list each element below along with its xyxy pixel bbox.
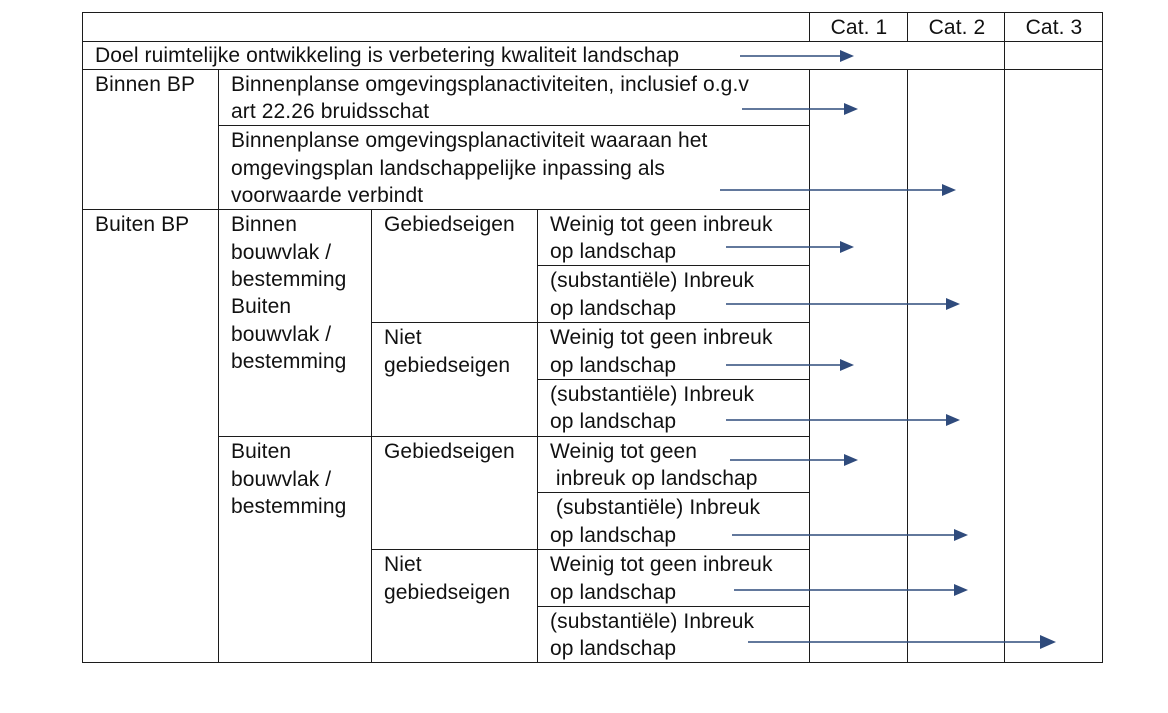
buiten-bp-label: Buiten BP (95, 213, 190, 236)
impact-substantieel-line-1: (substantiële) Inbreuk (550, 383, 755, 406)
group-1-line-4: Buiten (231, 295, 292, 318)
impact-substantieel-line-1: (substantiële) Inbreuk (550, 610, 755, 633)
impact-weinig-line-1: Weinig tot geen inbreuk (550, 326, 773, 349)
impact-substantieel-line-2: op landschap (550, 410, 677, 433)
impact-weinig-line-2: op landschap (550, 581, 677, 604)
group-1-line-3: bestemming (231, 268, 347, 291)
niet-gebiedseigen-line-2: gebiedseigen (384, 581, 511, 604)
niet-gebiedseigen-line-1: Niet (384, 553, 422, 576)
binnen-bp-item-2-line-2: omgevingsplan landschappelijke inpassing als (231, 157, 666, 180)
binnen-bp-item-2-line-1: Binnenplanse omgevingsplanactiviteit waaraan het (231, 129, 708, 152)
arrow-binnen-item-1-to-cat-1 (742, 103, 858, 115)
group-1-line-6: bestemming (231, 350, 347, 373)
arrow-row-5-to-cat-1 (730, 454, 858, 466)
impact-substantieel-alt-line-1: (substantiële) Inbreuk (550, 496, 761, 519)
gebiedseigen-label: Gebiedseigen (384, 213, 515, 236)
group-1-line-1: Binnen (231, 213, 297, 236)
impact-substantieel-line-1: (substantiële) Inbreuk (550, 269, 755, 292)
arrow-row-2-to-cat-2 (726, 298, 960, 310)
binnen-bp-item-1-line-2: art 22.26 bruidsschat (231, 100, 430, 123)
group-1-line-5: bouwvlak / (231, 323, 332, 346)
niet-gebiedseigen-line-2: gebiedseigen (384, 354, 511, 377)
impact-weinig-line-2: op landschap (550, 240, 677, 263)
arrow-row-1-to-cat-1 (726, 241, 854, 253)
impact-substantieel-line-2: op landschap (550, 637, 677, 660)
impact-weinig-alt-line-2: inbreuk op landschap (550, 467, 758, 490)
gebiedseigen-label: Gebiedseigen (384, 440, 515, 463)
binnen-bp-label: Binnen BP (95, 73, 196, 96)
arrow-row-7-to-cat-2 (734, 584, 968, 596)
group-2-line-3: bestemming (231, 495, 347, 518)
group-1-line-2: bouwvlak / (231, 241, 332, 264)
impact-weinig-line-2: op landschap (550, 354, 677, 377)
arrow-binnen-item-2-to-cat-2 (720, 184, 956, 196)
group-2-line-2: bouwvlak / (231, 468, 332, 491)
goal-row-text: Doel ruimtelijke ontwikkeling is verbetering kwaliteit landschap (95, 44, 680, 67)
arrow-row-3-to-cat-1 (726, 359, 854, 371)
niet-gebiedseigen-line-1: Niet (384, 326, 422, 349)
impact-weinig-line-1: Weinig tot geen inbreuk (550, 213, 773, 236)
arrow-row-8-to-cat-3 (748, 635, 1056, 649)
arrow-row-4-to-cat-2 (726, 414, 960, 426)
impact-substantieel-line-2: op landschap (550, 297, 677, 320)
header-cat-1: Cat. 1 (830, 16, 888, 39)
group-2-line-1: Buiten (231, 440, 292, 463)
arrow-goal-to-cat-1 (740, 50, 854, 62)
impact-weinig-alt-line-1: Weinig tot geen (550, 440, 698, 463)
impact-weinig-line-1: Weinig tot geen inbreuk (550, 553, 773, 576)
binnen-bp-item-2-line-3: voorwaarde verbindt (231, 184, 424, 207)
binnen-bp-item-1-line-1: Binnenplanse omgevingsplanactiviteiten, inclusief o.g.v (231, 73, 749, 96)
header-cat-2: Cat. 2 (928, 16, 986, 39)
header-cat-3: Cat. 3 (1025, 16, 1083, 39)
arrow-row-6-to-cat-2 (732, 529, 968, 541)
impact-substantieel-alt-line-2: op landschap (550, 524, 677, 547)
